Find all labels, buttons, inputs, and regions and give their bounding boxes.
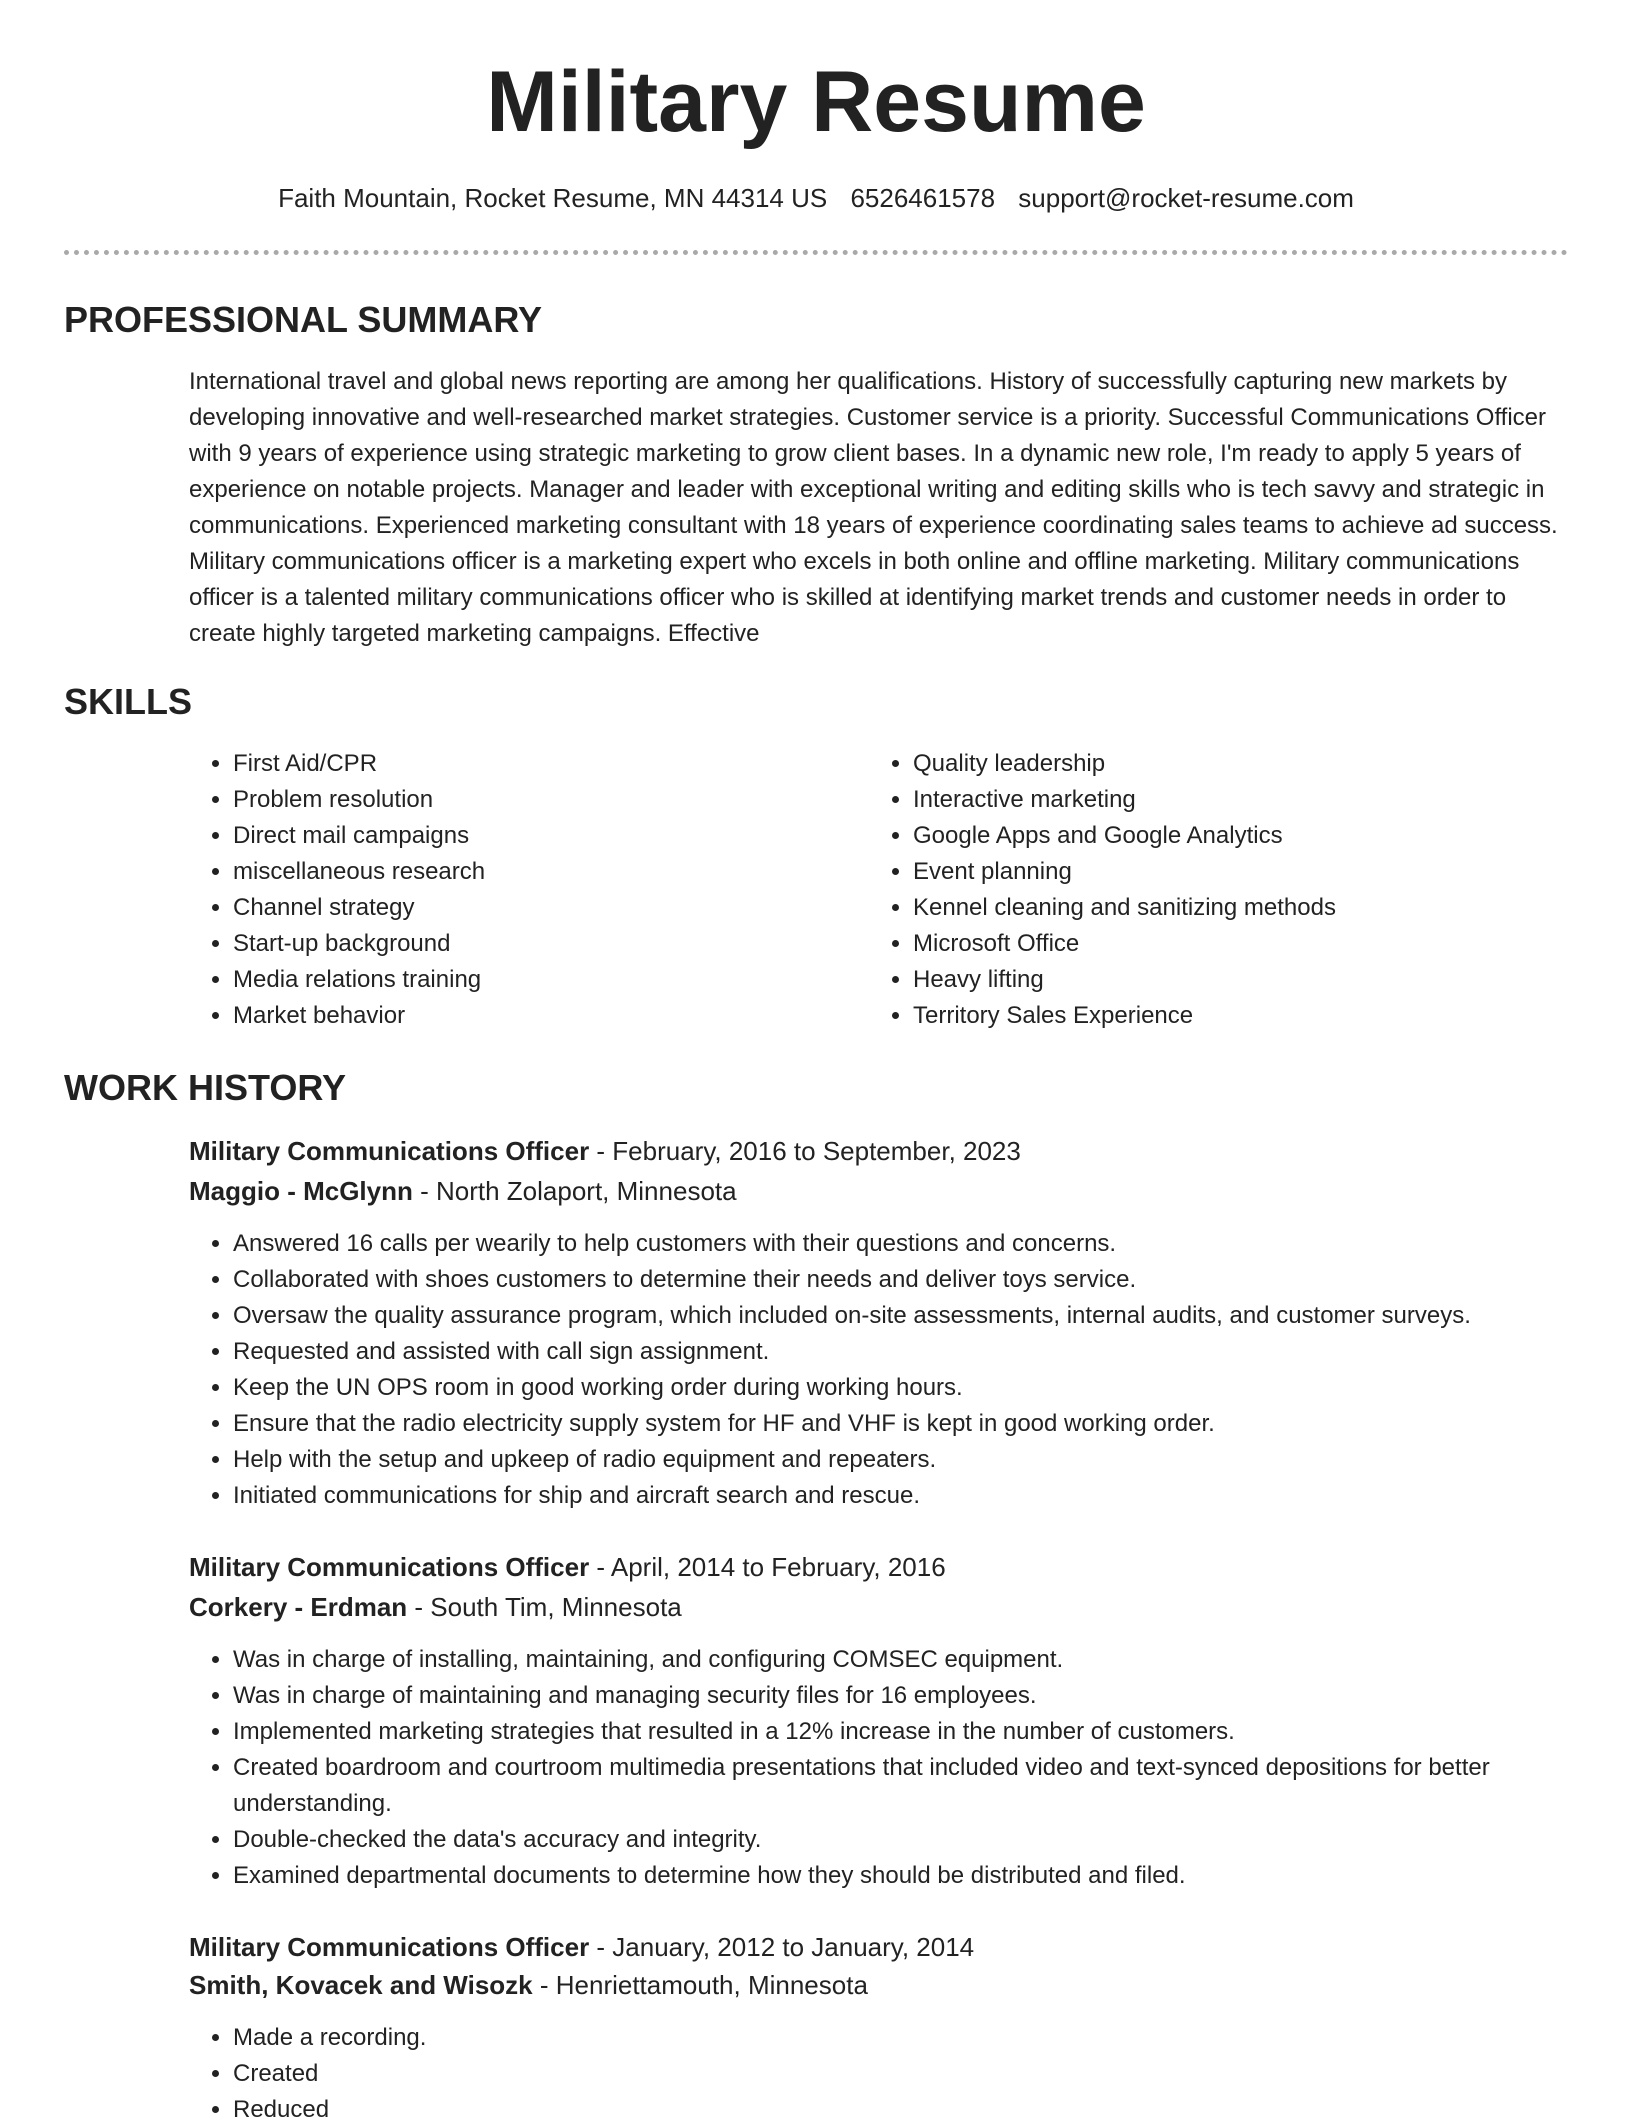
skill-item: • Interactive marketing xyxy=(913,782,1613,818)
job-bullet: • Ensure that the radio electricity supply system for HF and VHF is kept in good working order. xyxy=(233,1406,1571,1442)
job-bullet: • Reduced xyxy=(233,2092,1571,2128)
summary-text: International travel and global news reporting are among her qualifications. History of successfully capturing new markets by developing innovative and well-researched market strategies. Customer service is a priority. Successful Communications Officer with 9 years of experience using strategic marketing to grow client bases. In a dynamic new role, I'm ready to apply 5 years of experience on notable projects. Manager and leader with exceptional writing and editing skills who is tech savvy and strategic in communications. Experienced marketing consultant with 18 years of experience coordinating sales teams to achieve ad success. Military communications officer is a marketing expert who excels in both online and offline marketing. Military communications officer is a talented military communications officer who is skilled at identifying market trends and customer needs in order to create highly targeted marketing campaigns. Effective xyxy=(189,368,1558,647)
job-bullet: • Help with the setup and upkeep of radio equipment and repeaters. xyxy=(233,1442,1571,1478)
contact-line xyxy=(0,182,1632,214)
job-bullet: • Keep the UN OPS room in good working order during working hours. xyxy=(233,1370,1571,1406)
job-location: - South Tim, Minnesota xyxy=(407,1592,682,1622)
skill-item: • Heavy lifting xyxy=(913,962,1613,998)
job-bullet: • Oversaw the quality assurance program, which included on-site assessments, internal audits, and customer surveys. xyxy=(233,1298,1571,1334)
skill-item: • Market behavior xyxy=(233,998,853,1034)
job-bullet: • Collaborated with shoes customers to determine their needs and deliver toys service. xyxy=(233,1262,1571,1298)
skill-item: • Media relations training xyxy=(233,962,853,998)
job-title: Military Communications Officer xyxy=(189,1136,590,1166)
job-dates: - January, 2012 to January, 2014 xyxy=(589,1932,975,1962)
job-dates: - February, 2016 to September, 2023 xyxy=(589,1136,1021,1166)
job-bullet: • Requested and assisted with call sign assignment. xyxy=(233,1334,1571,1370)
resume-title: Military Resume xyxy=(486,54,1146,150)
skill-item: • Microsoft Office xyxy=(913,926,1613,962)
contact-email: support@rocket-resume.com xyxy=(1018,183,1354,213)
job-company-line xyxy=(189,1172,737,1210)
skill-item: • Event planning xyxy=(913,854,1613,890)
job-title: Military Communications Officer xyxy=(189,1552,590,1582)
skill-item: • Quality leadership xyxy=(913,746,1613,782)
skills-list-left xyxy=(189,746,853,1034)
contact-address: Faith Mountain, Rocket Resume, MN 44314 US xyxy=(278,183,828,213)
skills-heading: SKILLS xyxy=(64,681,193,722)
job-location: - Henriettamouth, Minnesota xyxy=(532,1970,868,2000)
job-title-line xyxy=(189,1548,946,1586)
job-bullet: • Double-checked the data's accuracy and integrity. xyxy=(233,1822,1571,1858)
skills-list-right xyxy=(869,746,1613,1034)
contact-phone: 6526461578 xyxy=(850,183,996,213)
job-location: - North Zolaport, Minnesota xyxy=(412,1176,737,1206)
job-company: Corkery - Erdman xyxy=(189,1592,408,1622)
skill-item: • Google Apps and Google Analytics xyxy=(913,818,1613,854)
header-divider xyxy=(64,250,1568,255)
skill-item: • First Aid/CPR xyxy=(233,746,853,782)
job-company-line xyxy=(189,1966,868,2004)
job-company-line xyxy=(189,1588,682,1626)
job-bullet: • Answered 16 calls per wearily to help customers with their questions and concerns. xyxy=(233,1226,1571,1262)
job-bullet: • Made a recording. xyxy=(233,2020,1571,2056)
skill-item: • Start-up background xyxy=(233,926,853,962)
skill-item: • miscellaneous research xyxy=(233,854,853,890)
job-title-line xyxy=(189,1928,974,1966)
summary-heading: PROFESSIONAL SUMMARY xyxy=(64,299,543,340)
job-title: Military Communications Officer xyxy=(189,1932,590,1962)
skill-item: • Channel strategy xyxy=(233,890,853,926)
skill-item: • Problem resolution xyxy=(233,782,853,818)
skill-item: • Territory Sales Experience xyxy=(913,998,1613,1034)
job-bullet: • Created boardroom and courtroom multimedia presentations that included video and text-synced depositions for better understanding. xyxy=(233,1750,1571,1822)
job-bullet: • Created xyxy=(233,2056,1571,2092)
work-heading: WORK HISTORY xyxy=(64,1067,347,1108)
skill-item: • Direct mail campaigns xyxy=(233,818,853,854)
job-dates: - April, 2014 to February, 2016 xyxy=(589,1552,946,1582)
job-company: Maggio - McGlynn xyxy=(189,1176,413,1206)
job-bullets xyxy=(189,1226,1571,1514)
job-title-line xyxy=(189,1132,1021,1170)
job-bullet: • Implemented marketing strategies that resulted in a 12% increase in the number of customers. xyxy=(233,1714,1571,1750)
job-bullet: • Examined departmental documents to determine how they should be distributed and filed. xyxy=(233,1858,1571,1894)
job-company: Smith, Kovacek and Wisozk xyxy=(189,1970,533,2000)
skill-item: • Kennel cleaning and sanitizing methods xyxy=(913,890,1613,926)
job-bullet: • Initiated communications for ship and aircraft search and rescue. xyxy=(233,1478,1571,1514)
job-bullet: • Was in charge of installing, maintaining, and configuring COMSEC equipment. xyxy=(233,1642,1571,1678)
job-bullets xyxy=(189,1642,1571,1894)
job-bullet: • Was in charge of maintaining and managing security files for 16 employees. xyxy=(233,1678,1571,1714)
